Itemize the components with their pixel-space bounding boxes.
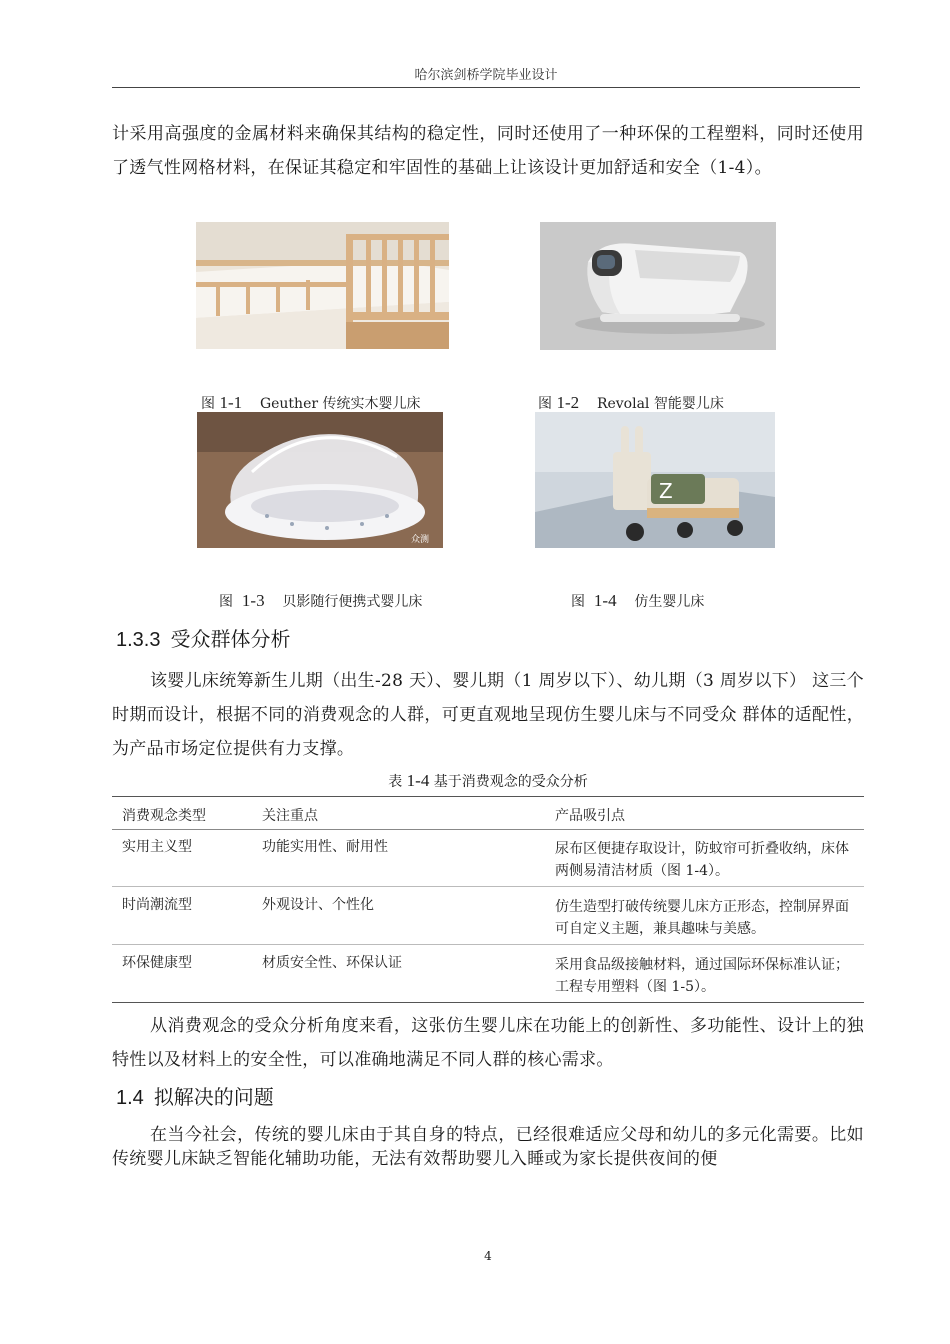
paragraph-conclusion: 从消费观念的受众分析角度来看，这张仿生婴儿床在功能上的创新性、多功能性、设计上的独特性以及材料上的安全性，可以准确地满足不同人群的核心需求。 <box>112 1016 864 1070</box>
table-cell: 采用食品级接触材料，通过国际环保标准认证；工程专用塑料（图 1-5）。 <box>555 957 849 995</box>
page-number: 4 <box>484 1249 492 1263</box>
header-rule <box>112 87 860 88</box>
table-header-cell: 消费观念类型 <box>122 808 206 824</box>
section-heading-1-4: 1.4 拟解决的问题 <box>116 1085 274 1109</box>
figure-1-4-image <box>535 412 775 548</box>
figure-1-4-caption: 图 1-4 仿生婴儿床 <box>571 591 705 610</box>
table-header-cell: 产品吸引点 <box>555 808 625 824</box>
table-top-rule <box>112 796 864 797</box>
table-title: 表 1-4 基于消费观念的受众分析 <box>388 771 588 790</box>
page-header: 哈尔滨剑桥学院毕业设计 <box>414 68 558 83</box>
table-header-cell: 关注重点 <box>262 808 318 824</box>
figure-1-3-image <box>197 412 443 548</box>
figure-1-3-watermark: 众测 <box>411 535 430 545</box>
table-cell: 时尚潮流型 <box>122 897 192 913</box>
table-cell: 尿布区便捷存取设计，防蚊帘可折叠收纳，床体两侧易清洁材质（图 1-4）。 <box>555 841 849 879</box>
figure-1-2-image <box>540 222 776 350</box>
figure-1-1-caption: 图 1-1 Geuther 传统实木婴儿床 <box>201 393 421 412</box>
figure-1-3-caption: 图 1-3 贝影随行便携式婴儿床 <box>219 591 423 610</box>
figure-1-1-image <box>196 222 449 349</box>
paragraph-audience: 该婴儿床统筹新生儿期（出生-28 天）、婴儿期（1 周岁以下）、幼儿期（3 周岁以下） 这三个时期而设计，根据不同的消费观念的人群，可更直观地呈现仿生婴儿床与不同受众 群体的适配性，为产品市场定位提供有力支撑。 <box>112 671 864 759</box>
table-cell: 外观设计、个性化 <box>262 897 374 913</box>
table-cell: 环保健康型 <box>122 955 192 971</box>
table-cell: 功能实用性、耐用性 <box>262 839 388 855</box>
table-cell: 仿生造型打破传统婴儿床方正形态，控制屏界面可自定义主题，兼具趣味与美感。 <box>555 899 849 937</box>
table-cell: 材质安全性、环保认证 <box>262 955 402 971</box>
section-heading-1-3-3: 1.3.3 受众群体分析 <box>116 627 291 651</box>
paragraph-problems: 在当今社会，传统的婴儿床由于其自身的特点，已经很难适应父母和幼儿的多元化需要。比如传统婴儿床缺乏智能化辅助功能，无法有效帮助婴儿入睡或为家长提供夜间的便 <box>112 1125 864 1169</box>
svg-text:Z: Z <box>659 479 673 503</box>
table-bottom-rule <box>112 1002 864 1003</box>
paragraph-materials: 计采用高强度的金属材料来确保其结构的稳定性，同时还使用了一种环保的工程塑料，同时还使用了透气性网格材料，在保证其稳定和牢固性的基础上让该设计更加舒适和安全（1-4）。 <box>112 124 864 178</box>
figure-1-2-caption: 图 1-2 Revolal 智能婴儿床 <box>538 393 724 412</box>
table-cell: 实用主义型 <box>122 839 192 855</box>
